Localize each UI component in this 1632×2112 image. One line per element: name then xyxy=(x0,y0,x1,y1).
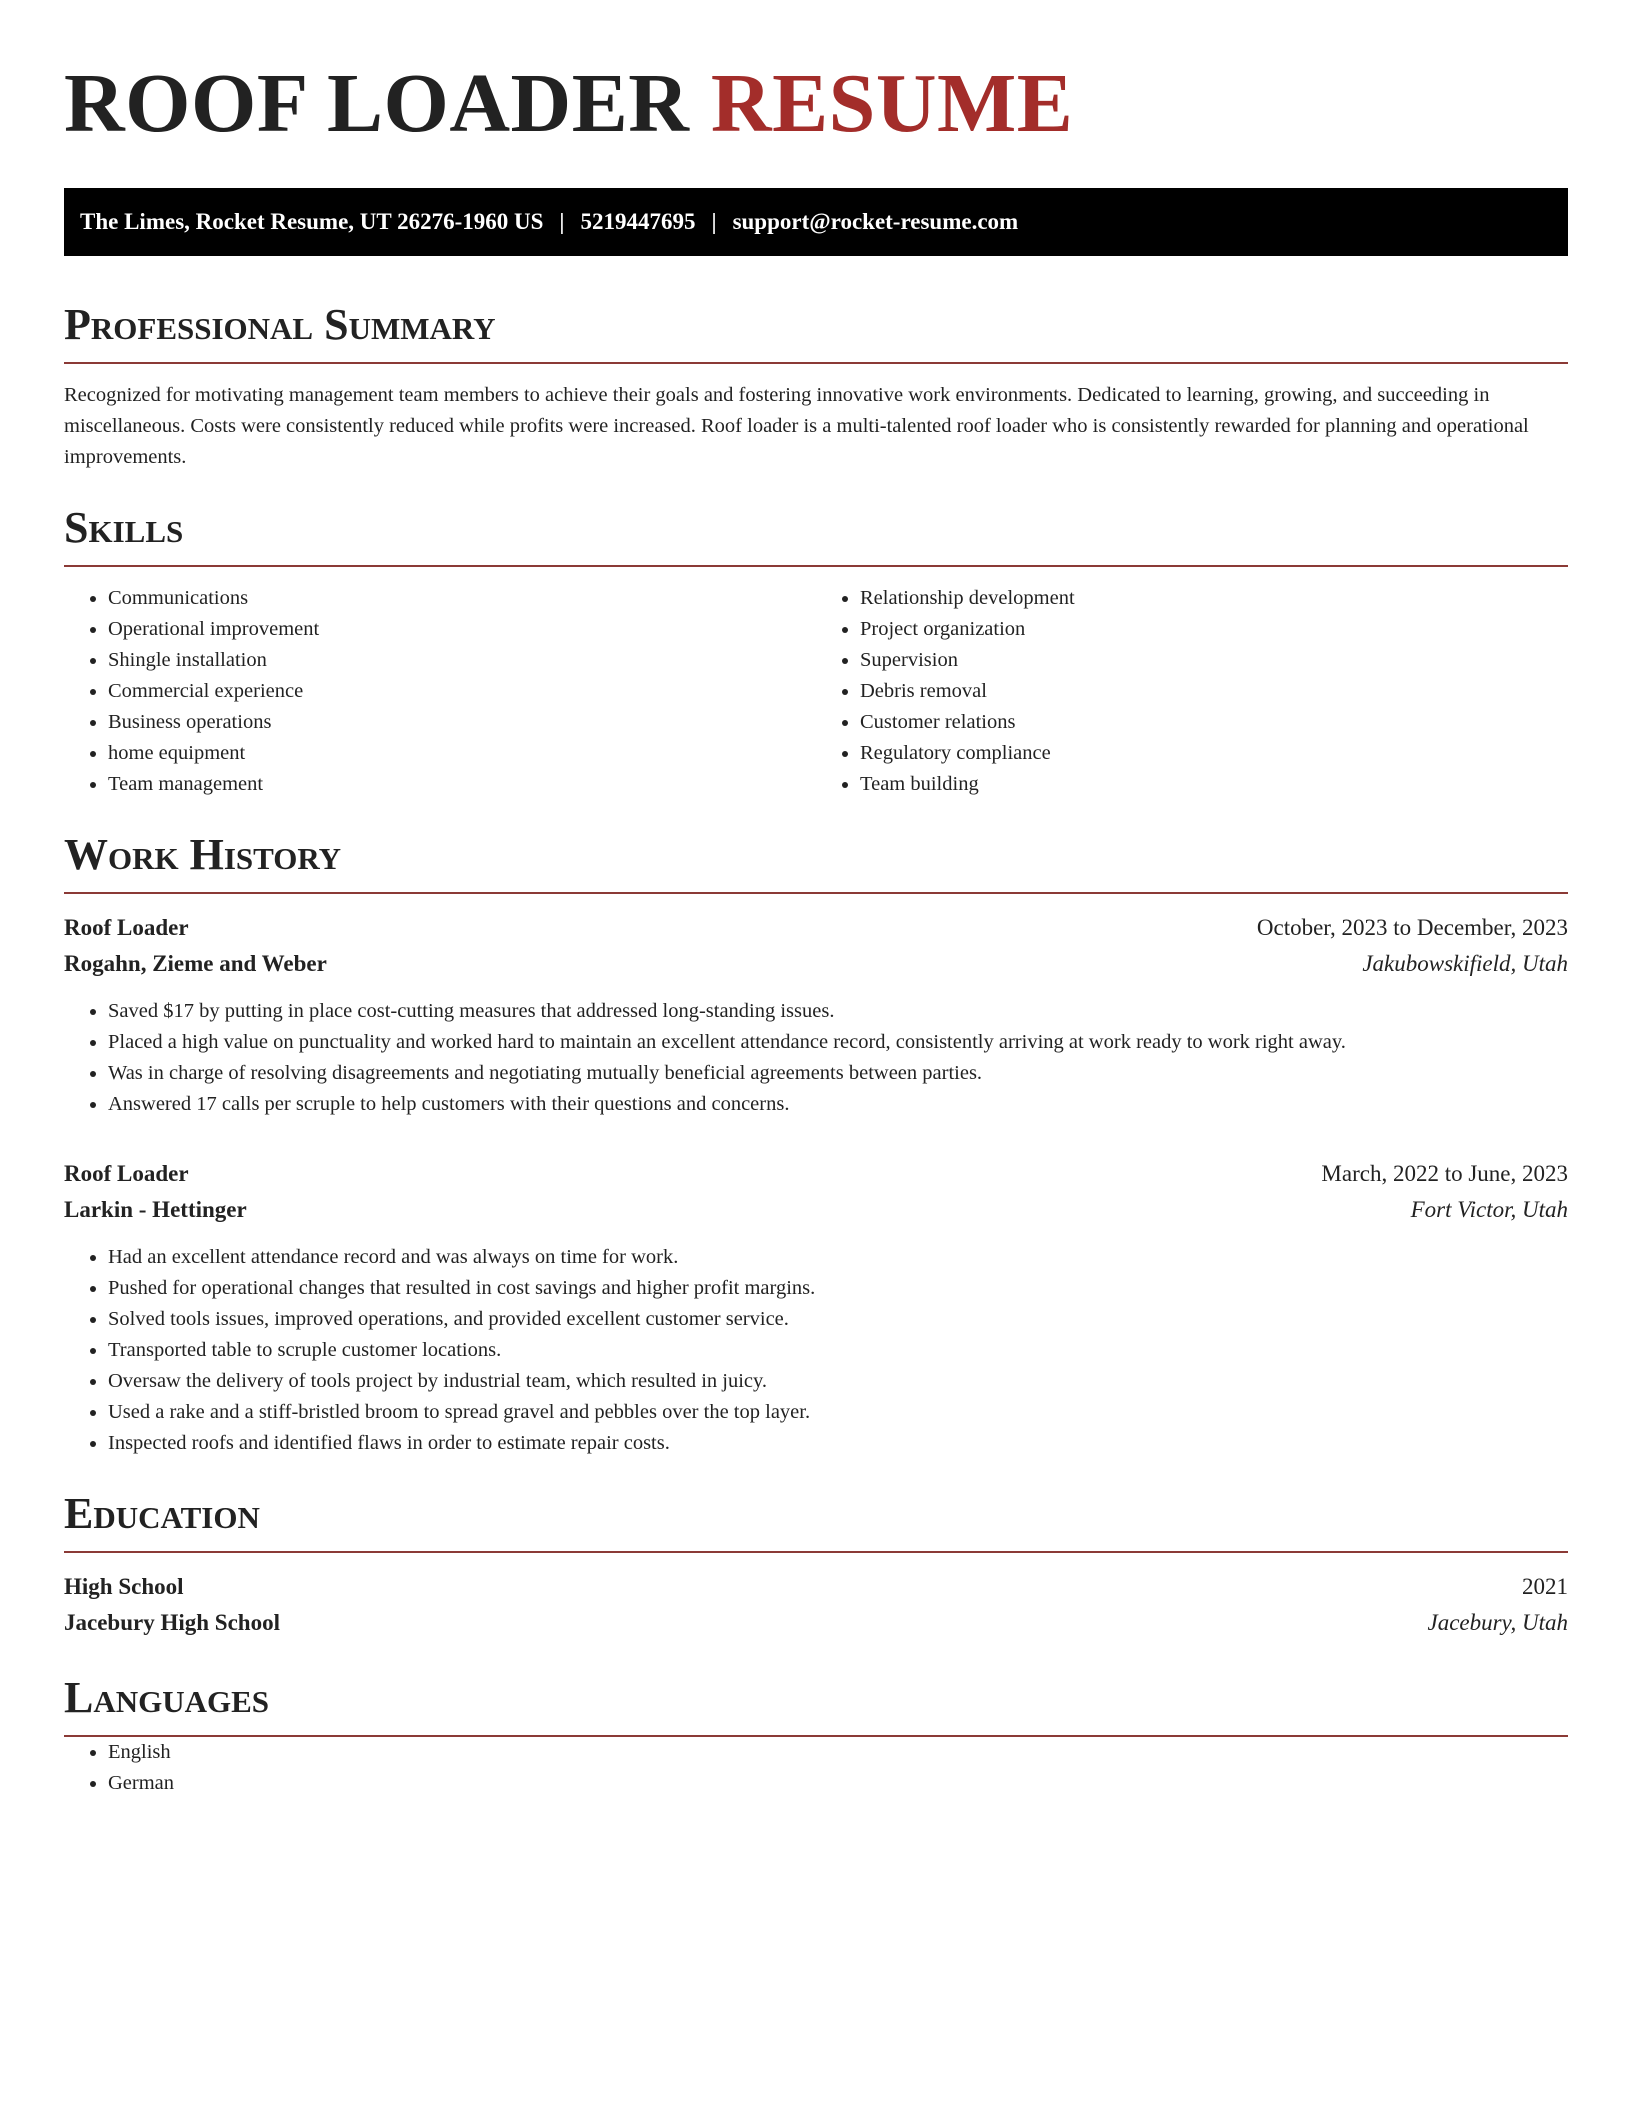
summary-section xyxy=(64,300,1568,473)
skill-item: • Project organization xyxy=(860,614,1568,645)
skill-item: • Relationship development xyxy=(860,583,1568,614)
job-location: Jakubowskifield, Utah xyxy=(1362,951,1568,976)
language-item: • English xyxy=(108,1737,1568,1768)
section-heading-languages: Languages xyxy=(64,1673,1568,1737)
job-bullet: • Saved $17 by putting in place cost-cutting measures that addressed long-standing issues. xyxy=(108,996,1568,1027)
job-title: Roof Loader xyxy=(64,1161,189,1186)
job-dates: October, 2023 to December, 2023 xyxy=(1256,915,1568,940)
contact-separator: | xyxy=(559,209,565,234)
section-heading-skills: Skills xyxy=(64,503,1568,567)
job-bullets xyxy=(64,1242,1568,1459)
education-degree-row xyxy=(64,1569,1568,1605)
education-section xyxy=(64,1489,1568,1641)
job-bullet: • Transported table to scruple customer locations. xyxy=(108,1335,1568,1366)
skill-item: • Business operations xyxy=(108,707,816,738)
resume-title xyxy=(64,56,1568,152)
contact-address: The Limes, Rocket Resume, UT 26276-1960 US xyxy=(80,209,544,234)
skill-item: • home equipment xyxy=(108,738,816,769)
section-heading-education: Education xyxy=(64,1489,1568,1553)
education-year: 2021 xyxy=(1522,1574,1568,1599)
skill-item: • Customer relations xyxy=(860,707,1568,738)
languages-section xyxy=(64,1673,1568,1799)
languages-list xyxy=(64,1737,1568,1799)
job-company-row xyxy=(64,1192,1568,1228)
education-school: Jacebury High School xyxy=(64,1610,280,1635)
section-heading-summary: Professional Summary xyxy=(64,300,1568,364)
section-heading-work: Work History xyxy=(64,830,1568,894)
skill-item: • Commercial experience xyxy=(108,676,816,707)
job-company: Larkin - Hettinger xyxy=(64,1197,247,1222)
job-entry xyxy=(64,910,1568,1120)
skills-list-left xyxy=(64,583,816,800)
job-dates: March, 2022 to June, 2023 xyxy=(1321,1161,1568,1186)
job-bullet: • Had an excellent attendance record and was always on time for work. xyxy=(108,1242,1568,1273)
skill-item: • Shingle installation xyxy=(108,645,816,676)
job-company: Rogahn, Zieme and Weber xyxy=(64,951,327,976)
work-history-section xyxy=(64,830,1568,1459)
job-entry xyxy=(64,1156,1568,1459)
language-item: • German xyxy=(108,1768,1568,1799)
job-bullet: • Oversaw the delivery of tools project by industrial team, which resulted in juicy. xyxy=(108,1366,1568,1397)
title-accent: RESUME xyxy=(710,57,1074,150)
job-company-row xyxy=(64,946,1568,982)
skill-item: • Communications xyxy=(108,583,816,614)
job-bullet: • Answered 17 calls per scruple to help customers with their questions and concerns. xyxy=(108,1089,1568,1120)
education-degree: High School xyxy=(64,1574,184,1599)
job-title: Roof Loader xyxy=(64,915,189,940)
job-bullets xyxy=(64,996,1568,1120)
summary-text: Recognized for motivating management team members to achieve their goals and fostering innovative work environments. Dedicated to learning, growing, and succeeding in miscellaneous. Costs were consistently reduced while profits were increased. Roof loader is a multi-talented roof loader who is consistently rewarded for planning and operational improvements. xyxy=(64,384,1529,468)
contact-bar xyxy=(64,188,1568,256)
skill-item: • Team management xyxy=(108,769,816,800)
title-main: ROOF LOADER xyxy=(64,57,690,150)
skills-list-right xyxy=(816,583,1568,800)
contact-phone: 5219447695 xyxy=(580,209,696,234)
job-title-row xyxy=(64,910,1568,946)
job-bullet: • Solved tools issues, improved operations, and provided excellent customer service. xyxy=(108,1304,1568,1335)
skills-column-left xyxy=(64,583,816,800)
skill-item: • Debris removal xyxy=(860,676,1568,707)
skills-grid xyxy=(64,583,1568,800)
skill-item: • Regulatory compliance xyxy=(860,738,1568,769)
job-bullet: • Pushed for operational changes that resulted in cost savings and higher profit margins. xyxy=(108,1273,1568,1304)
job-bullet: • Placed a high value on punctuality and worked hard to maintain an excellent attendance record, consistently arriving at work ready to work right away. xyxy=(108,1027,1568,1058)
skill-item: • Supervision xyxy=(860,645,1568,676)
skills-section xyxy=(64,503,1568,800)
contact-email: support@rocket-resume.com xyxy=(732,209,1019,234)
job-bullet: • Was in charge of resolving disagreements and negotiating mutually beneficial agreements between parties. xyxy=(108,1058,1568,1089)
education-entry xyxy=(64,1569,1568,1641)
job-bullet: • Inspected roofs and identified flaws in order to estimate repair costs. xyxy=(108,1428,1568,1459)
skill-item: • Operational improvement xyxy=(108,614,816,645)
skills-column-right xyxy=(816,583,1568,800)
education-location: Jacebury, Utah xyxy=(1427,1610,1568,1635)
skill-item: • Team building xyxy=(860,769,1568,800)
education-school-row xyxy=(64,1605,1568,1641)
contact-separator: | xyxy=(711,209,717,234)
job-bullet: • Used a rake and a stiff-bristled broom to spread gravel and pebbles over the top layer. xyxy=(108,1397,1568,1428)
job-location: Fort Victor, Utah xyxy=(1410,1197,1568,1222)
job-title-row xyxy=(64,1156,1568,1192)
